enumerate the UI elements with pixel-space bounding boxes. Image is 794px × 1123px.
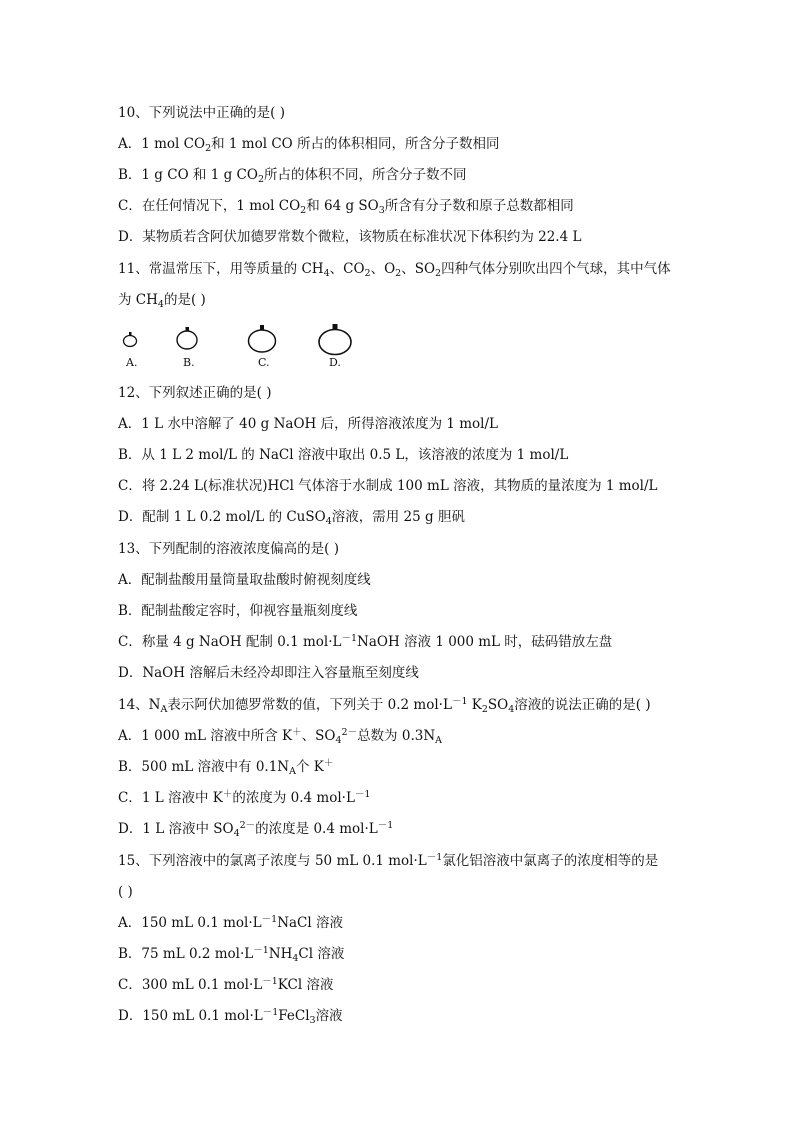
q11-balloon-figure (118, 324, 378, 372)
q11-stem-line2: 为 $CH_4$的是( ) (118, 292, 206, 310)
balloon-b (175, 324, 199, 352)
q13-option-c: C．称量 4 g NaOH 配制 0.1 $mol\cdot L^{-1}NaOH$ 溶液 1 000 mL 时，砝码错放左盘 (118, 633, 613, 650)
q12-option-b: B．从 1 L 2 mol/L 的 NaCl 溶液中取出 0.5 L，该溶液的浓度为 1 mol/L (118, 447, 569, 463)
q14-option-c: C．1 L 溶液中 K＋的浓度为 0.4 $mol\cdot L^{-1}$ (118, 789, 371, 806)
balloon-c (246, 324, 278, 354)
q12-stem: 12、下列叙述正确的是( ) (118, 385, 272, 401)
q12-option-a: A．1 L 水中溶解了 40 g NaOH 后，所得溶液浓度为 1 mol/L (118, 416, 499, 432)
q11-stem-line1: 11、常温常压下，用等质量的 $CH_4$、$CO_2$、$O_2$、$SO_2$四种气体分别吹出四个气球，其中气体 (118, 261, 671, 279)
balloon-a-label: A. (126, 356, 138, 369)
q14-option-b: B．500 mL 溶液中有 $0.1N_A$个 K＋ (118, 758, 334, 777)
balloon-b-icon (175, 324, 199, 352)
q13-option-d: D．NaOH 溶解后未经冷却即注入容量瓶至刻度线 (118, 665, 419, 681)
q13-stem: 13、下列配制的溶液浓度偏高的是( ) (118, 541, 340, 557)
q12-option-d: D．配制 1 L 0.2 mol/L 的 CuSO$_4$溶液，需用 25 g 胆矾 (118, 509, 465, 527)
balloon-d (316, 324, 354, 356)
balloon-a (122, 324, 138, 348)
balloon-c-label: C. (258, 356, 270, 369)
q10-stem: 10、下列说法中正确的是( ) (118, 105, 286, 121)
q10-option-a: A．1 mol $CO_2$和 1 mol CO 所占的体积相同，所含分子数相同 (118, 136, 500, 154)
q10-option-d: D．某物质若含阿伏加德罗常数个微粒，该物质在标准状况下体积约为 22.4 L (118, 229, 582, 245)
q13-option-b: B．配制盐酸定容时，仰视容量瓶刻度线 (118, 603, 358, 619)
q13-option-a: A．配制盐酸用量筒量取盐酸时俯视刻度线 (118, 572, 371, 588)
q15-stem-line2: ( ) (118, 884, 133, 900)
q15-option-d: D．150 mL 0.1 $mol\cdot L^{-1}FeCl_3$溶液 (118, 1007, 343, 1026)
q14-option-a: A．1 000 mL 溶液中所含 K＋、$SO_4^{2-}$总数为 $0.3N_A$ (118, 727, 443, 746)
balloon-c-icon (246, 324, 278, 354)
q15-option-c: C．300 mL 0.1 $mol\cdot L^{-1}KCl$ 溶液 (118, 976, 334, 993)
q10-option-b: B．1 g CO 和 1 g $CO_2$所占的体积不同，所含分子数不同 (118, 167, 467, 185)
q15-option-a: A．150 mL 0.1 $mol\cdot L^{-1}NaCl$ 溶液 (118, 914, 343, 931)
q10-option-c: C．在任何情况下，1 mol $CO_2$和 64 g $SO_3$所含有分子数和原子总数都相同 (118, 198, 574, 216)
q15-stem-line1: 15、下列溶液中的氯离子浓度与 50 mL 0.1 $mol\cdot L^{-1}$氯化铝溶液中氯离子的浓度相等的是 (118, 852, 659, 869)
balloon-d-icon (316, 324, 354, 356)
q12-option-c: C．将 2.24 L(标准状况)HCl 气体溶于水制成 100 mL 溶液，其物质的量浓度为 1 mol/L (118, 478, 658, 494)
balloon-d-label: D. (329, 356, 341, 369)
q14-option-d: D．1 L 溶液中 $SO_4^{2-}$的浓度是 0.4 $mol\cdot L^{-1}$ (118, 820, 394, 839)
q15-option-b: B．75 mL 0.2 $mol\cdot L^{-1}NH_4Cl$ 溶液 (118, 945, 345, 964)
q14-stem: 14、$N_A$表示阿伏加德罗常数的值，下列关于 0.2 $mol\cdot L^{-1}$ $K_2SO_4$溶液的说法正确的是( ) (118, 696, 651, 715)
balloon-a-icon (122, 324, 138, 348)
balloon-b-label: B. (183, 356, 195, 369)
